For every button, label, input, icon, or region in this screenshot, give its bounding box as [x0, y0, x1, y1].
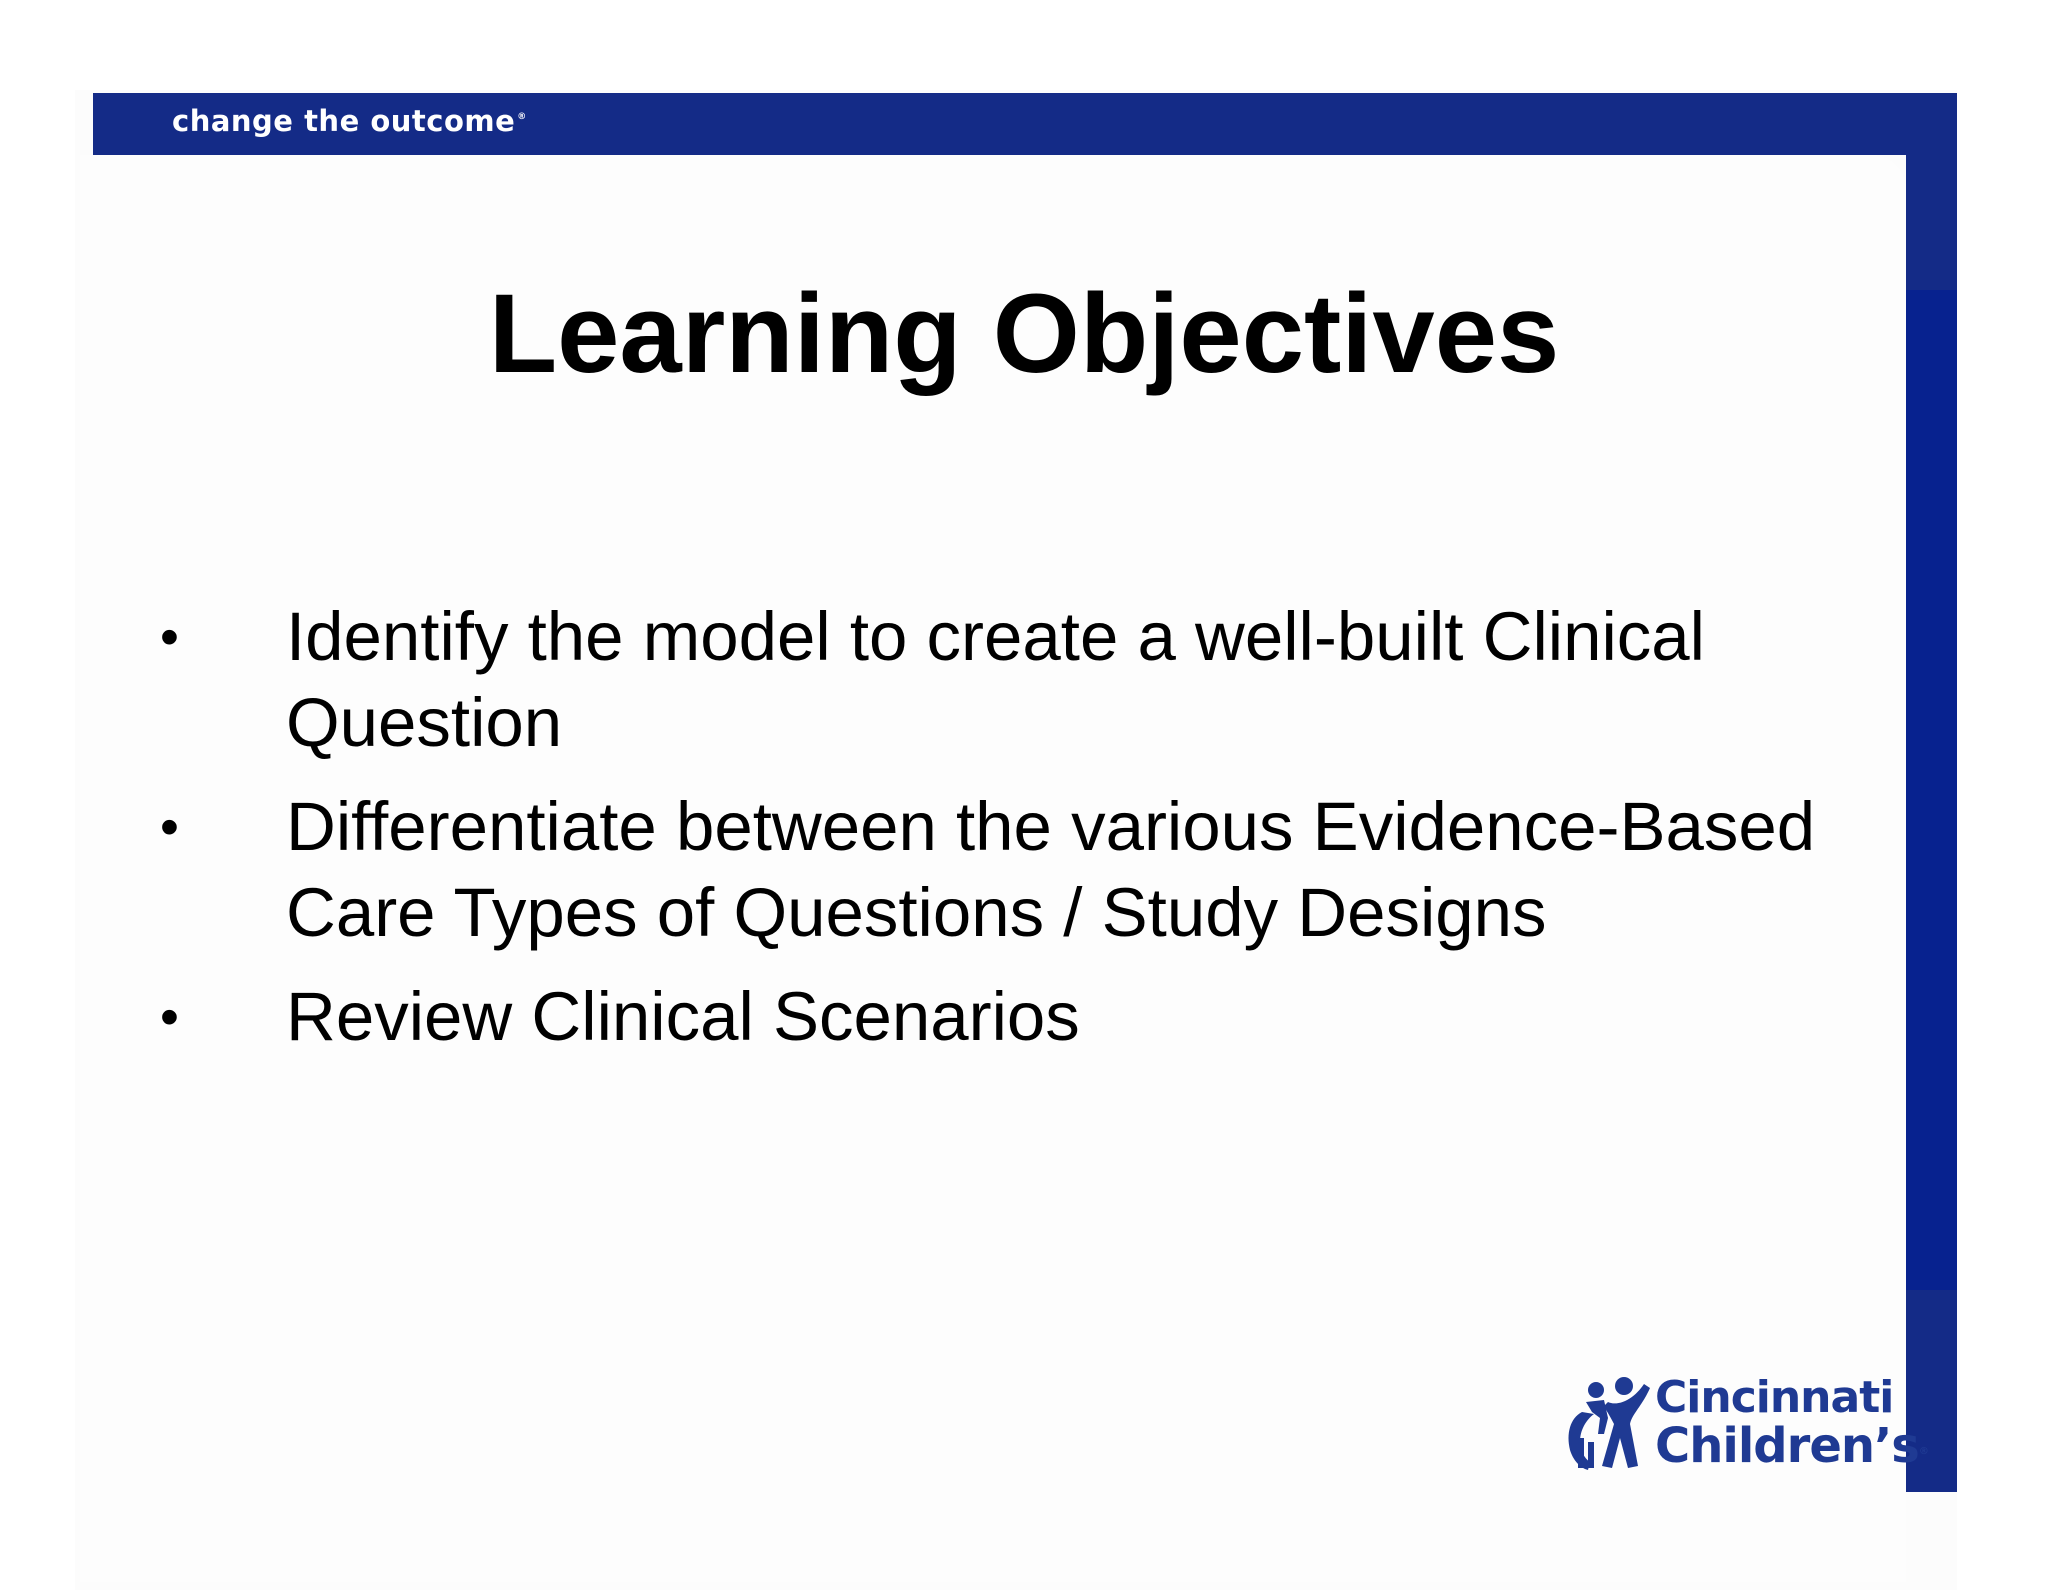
- tagline-text: change the outcome: [172, 104, 516, 138]
- logo-line-1: Cincinnati: [1655, 1372, 1894, 1423]
- objectives-list: [160, 594, 1860, 1078]
- logo-figures-icon: [1560, 1372, 1655, 1472]
- tagline: [172, 104, 527, 138]
- bullet-icon: •: [160, 607, 179, 667]
- list-item: [160, 974, 1860, 1060]
- list-item: [160, 784, 1860, 956]
- right-side-bar-accent: [1906, 290, 1957, 1290]
- logo-line-2: [1655, 1418, 1928, 1474]
- tagline-registered-mark: ®: [517, 112, 527, 122]
- logo-registered-mark: ®: [1918, 1446, 1928, 1457]
- cincinnati-childrens-logo: [1560, 1372, 1928, 1474]
- objective-text: Identify the model to create a well-built Clinical Question: [286, 598, 1706, 761]
- bullet-icon: •: [160, 987, 179, 1047]
- objective-text: Differentiate between the various Evidence-Based Care Types of Questions / Study Designs: [286, 788, 1816, 951]
- list-item: [160, 594, 1860, 766]
- objective-text: Review Clinical Scenarios: [286, 978, 1080, 1055]
- bullet-icon: •: [160, 797, 179, 857]
- logo-line-2-text: Children’s: [1655, 1418, 1919, 1474]
- slide-title: Learning Objectives: [488, 271, 1560, 396]
